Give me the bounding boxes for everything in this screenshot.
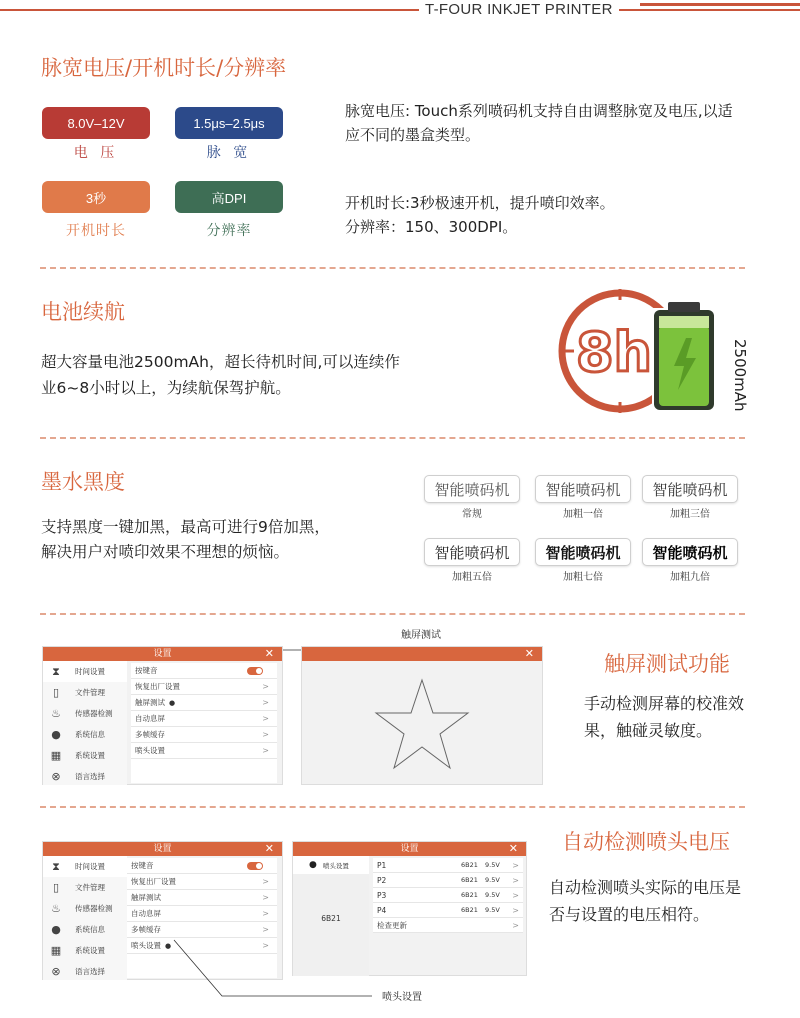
menu-item-label: 自动息屏: [135, 714, 165, 723]
nozzle-code: 6B21: [321, 914, 341, 923]
chevron-right-icon: >: [262, 698, 269, 707]
sidebar-item-time[interactable]: [43, 661, 127, 682]
touch-test-window: [301, 646, 543, 785]
menu-item-label: 喷头设置: [131, 941, 161, 950]
window-title-bar: [43, 842, 282, 856]
chevron-right-icon: >: [262, 877, 269, 886]
settings-sidebar: [43, 661, 127, 785]
touch-description: 手动检测屏幕的校准效果，触碰灵敏度。: [584, 694, 745, 740]
pulse-width-badge: 1.5μs–2.5μs: [175, 107, 283, 139]
chevron-right-icon: >: [512, 905, 519, 915]
nozzle-row[interactable]: [373, 888, 523, 903]
close-icon[interactable]: ✕: [508, 842, 518, 855]
chevron-right-icon: >: [262, 682, 269, 691]
resolution-description: 分辨率：150、300DPI。: [345, 218, 518, 236]
menu-item-label: 触屏测试: [131, 893, 161, 902]
annotation-leader-line: [150, 936, 380, 1002]
sidebar-item-label: 语言选择: [75, 772, 105, 781]
nozzle-row-name: P2: [377, 875, 387, 885]
boot-description: 开机时长:3秒极速开机，提升喷印效率。: [345, 194, 615, 212]
sidebar-item-files[interactable]: [43, 877, 127, 898]
menu-item-frame-cache[interactable]: [131, 727, 277, 743]
chevron-right-icon: >: [262, 893, 269, 902]
ink-sample-caption: 常规: [462, 509, 482, 520]
ink-sample-bold-7: 智能喷码机: [535, 538, 631, 566]
menu-item-factory-reset[interactable]: [131, 679, 277, 695]
menu-item-label: 恢复出厂设置: [135, 682, 180, 691]
menu-item-nozzle[interactable]: [131, 743, 277, 759]
ink-sample-caption: 加粗一倍: [563, 509, 603, 520]
sidebar-item-label: 系统设置: [75, 946, 105, 955]
menu-item-label: 多帧缓存: [135, 730, 165, 739]
header-rule: [0, 9, 800, 11]
battery-capacity: 2500mAh: [731, 339, 749, 412]
star-target-icon[interactable]: [372, 675, 472, 775]
menu-item-label: 恢复出厂设置: [131, 877, 176, 886]
settings-sidebar: [43, 856, 127, 980]
chevron-right-icon: >: [512, 890, 519, 900]
voltage-badge: 8.0V–12V: [42, 107, 150, 139]
nozzle-row-voltage: 9.5V: [485, 876, 500, 884]
menu-item-auto-sleep[interactable]: [127, 906, 277, 922]
nozzle-row-code: 6B21: [461, 891, 478, 899]
ink-sample-bold-9: 智能喷码机: [642, 538, 738, 566]
section-title-nozzle: 自动检测喷头电压: [562, 830, 730, 854]
battery-description: 超大容量电池2500mAh，超长待机时间,可以连续作业6~8小时以上，为续航保驾护航。: [41, 353, 400, 397]
nozzle-row-voltage: 9.5V: [485, 891, 500, 899]
chevron-right-icon: >: [512, 875, 519, 885]
menu-item-label: 按键音: [135, 666, 158, 675]
close-icon[interactable]: ✕: [264, 647, 274, 660]
menu-item-key-sound[interactable]: [127, 858, 277, 874]
menu-item-label: 触屏测试: [135, 698, 165, 707]
ink-description: 支持黑度一键加黑，最高可进行9倍加黑，解决用户对喷印效果不理想的烦恼。: [41, 518, 330, 561]
menu-item-label: 按键音: [131, 861, 154, 870]
menu-item-label: 自动息屏: [131, 909, 161, 918]
nozzle-row-name: P4: [377, 905, 387, 915]
section-title-ink: 墨水黑度: [41, 470, 125, 494]
qr-grid-icon: ▦: [50, 749, 62, 762]
chevron-right-icon: >: [262, 730, 269, 739]
header-accent-bar: [640, 3, 800, 6]
nozzle-row-voltage: 9.5V: [485, 906, 500, 914]
nozzle-settings-annotation: 喷头设置: [382, 992, 422, 1003]
info-icon: ●: [51, 728, 61, 741]
check-update-label: 检查更新: [377, 920, 407, 930]
toggle-switch[interactable]: [247, 862, 263, 870]
window-title-bar: [302, 647, 542, 661]
ink-sample-caption: 加粗九倍: [670, 572, 710, 583]
sidebar-item-info[interactable]: [43, 919, 127, 940]
nozzle-row-code: 6B21: [461, 876, 478, 884]
ink-sample-bold-1: 智能喷码机: [535, 475, 631, 503]
nozzle-row[interactable]: [373, 873, 523, 888]
menu-item-label: 喷头设置: [135, 746, 165, 755]
chevron-right-icon: >: [262, 941, 269, 950]
menu-item-auto-sleep[interactable]: [131, 711, 277, 727]
sidebar-item-label: 文件管理: [75, 883, 105, 892]
sidebar-item-time[interactable]: [43, 856, 127, 877]
sidebar-item-label: 时间设置: [75, 862, 105, 871]
divider: [40, 806, 745, 808]
pulse-description: 脉宽电压: Touch系列喷码机支持自由调整脉宽及电压,以适应不同的墨盒类型。: [345, 102, 733, 144]
pointer-dot-icon: ●: [169, 698, 176, 707]
hourglass-icon: ⧗: [52, 859, 60, 873]
ink-sample-caption: 加粗五倍: [452, 572, 492, 583]
sidebar-item-files[interactable]: [43, 682, 127, 703]
sidebar-item-info[interactable]: [43, 724, 127, 745]
ink-sample-normal: 智能喷码机: [424, 475, 520, 503]
nozzle-row-voltage: 9.5V: [485, 861, 500, 869]
voltage-label: 电 压: [73, 145, 119, 161]
divider: [40, 613, 745, 615]
sidebar-item-label: 语言选择: [75, 967, 105, 976]
window-title-bar: [43, 647, 282, 661]
sidebar-item-sensor[interactable]: [43, 703, 127, 724]
sidebar-item-label: 系统信息: [75, 925, 105, 934]
settings-window: [42, 646, 283, 785]
file-icon: ▯: [52, 686, 60, 699]
window-title: 设置: [153, 844, 172, 854]
hourglass-icon: ⧗: [52, 664, 60, 678]
divider: [40, 437, 745, 439]
close-icon[interactable]: ✕: [524, 647, 534, 660]
resolution-badge: 高DPI: [175, 181, 283, 213]
divider: [40, 267, 745, 269]
sidebar-item-nozzle[interactable]: [293, 856, 369, 874]
sidebar-item-label: 文件管理: [75, 688, 105, 697]
ink-sample-bold-3: 智能喷码机: [642, 475, 738, 503]
settings-menu: [131, 663, 277, 783]
check-update-item[interactable]: [373, 918, 523, 933]
nozzle-row-name: P1: [377, 860, 387, 870]
window-title: 设置: [153, 649, 172, 659]
sidebar-item-language[interactable]: [43, 766, 127, 787]
nozzle-row-code: 6B21: [461, 861, 478, 869]
nozzle-row[interactable]: [373, 858, 523, 873]
nozzle-row[interactable]: [373, 903, 523, 918]
info-icon: ●: [51, 923, 61, 936]
sidebar-item-sensor[interactable]: [43, 898, 127, 919]
ink-sample-caption: 加粗七倍: [563, 572, 603, 583]
chevron-right-icon: >: [512, 860, 519, 870]
nozzle-row-code: 6B21: [461, 906, 478, 914]
battery-clock-icon: [556, 286, 716, 416]
sidebar-item-label: 传感器检测: [75, 709, 113, 718]
menu-item-label: 多帧缓存: [131, 925, 161, 934]
window-title: 设置: [400, 844, 419, 854]
sidebar-item-language[interactable]: [43, 961, 127, 982]
language-icon: ⊗: [51, 770, 61, 783]
section-title-touch: 触屏测试功能: [604, 652, 730, 676]
battery-hours-text: 8h: [575, 321, 653, 384]
file-icon: ▯: [52, 881, 60, 894]
section-title-battery: 电池续航: [41, 300, 125, 324]
sidebar-item-label: 传感器检测: [75, 904, 113, 913]
chevron-right-icon: >: [262, 746, 269, 755]
toggle-switch[interactable]: [247, 667, 263, 675]
ink-sample-caption: 加粗三倍: [670, 509, 710, 520]
section-title-pulse: 脉宽电压/开机时长/分辨率: [41, 56, 287, 80]
nozzle-list: [373, 858, 523, 933]
sidebar-item-system[interactable]: [43, 745, 127, 766]
menu-item-key-sound[interactable]: [131, 663, 277, 679]
close-icon[interactable]: ✕: [264, 842, 274, 855]
resolution-label: 分辨率: [206, 223, 252, 239]
qr-grid-icon: ▦: [50, 944, 62, 957]
sidebar-item-label: 系统设置: [75, 751, 105, 760]
sensor-icon: ♨: [51, 707, 61, 720]
info-icon: ●: [309, 860, 317, 870]
chevron-right-icon: >: [262, 714, 269, 723]
sensor-icon: ♨: [51, 902, 61, 915]
ink-sample-bold-5: 智能喷码机: [424, 538, 520, 566]
boot-time-badge: 3秒: [42, 181, 150, 213]
brand-title: T-FOUR INKJET PRINTER: [419, 1, 619, 18]
sidebar-item-label: 时间设置: [75, 667, 105, 676]
sidebar-item-label: 喷头设置: [322, 861, 349, 870]
window-title-bar: [293, 842, 526, 856]
boot-time-label: 开机时长: [66, 223, 126, 239]
sidebar-item-system[interactable]: [43, 940, 127, 961]
menu-item-touch-test[interactable]: [127, 890, 277, 906]
chevron-right-icon: >: [512, 920, 519, 930]
chevron-right-icon: >: [262, 925, 269, 934]
chevron-right-icon: >: [262, 909, 269, 918]
menu-item-factory-reset[interactable]: [127, 874, 277, 890]
nozzle-description: 自动检测喷头实际的电压是否与设置的电压相符。: [549, 878, 742, 924]
menu-item-touch-test[interactable]: [131, 695, 277, 711]
touch-test-annotation: 触屏测试: [401, 630, 441, 641]
pulse-width-label: 脉 宽: [206, 145, 252, 161]
language-icon: ⊗: [51, 965, 61, 978]
pointer-dot-icon: ●: [165, 941, 172, 950]
nozzle-row-name: P3: [377, 890, 387, 900]
sidebar-item-label: 系统信息: [75, 730, 105, 739]
